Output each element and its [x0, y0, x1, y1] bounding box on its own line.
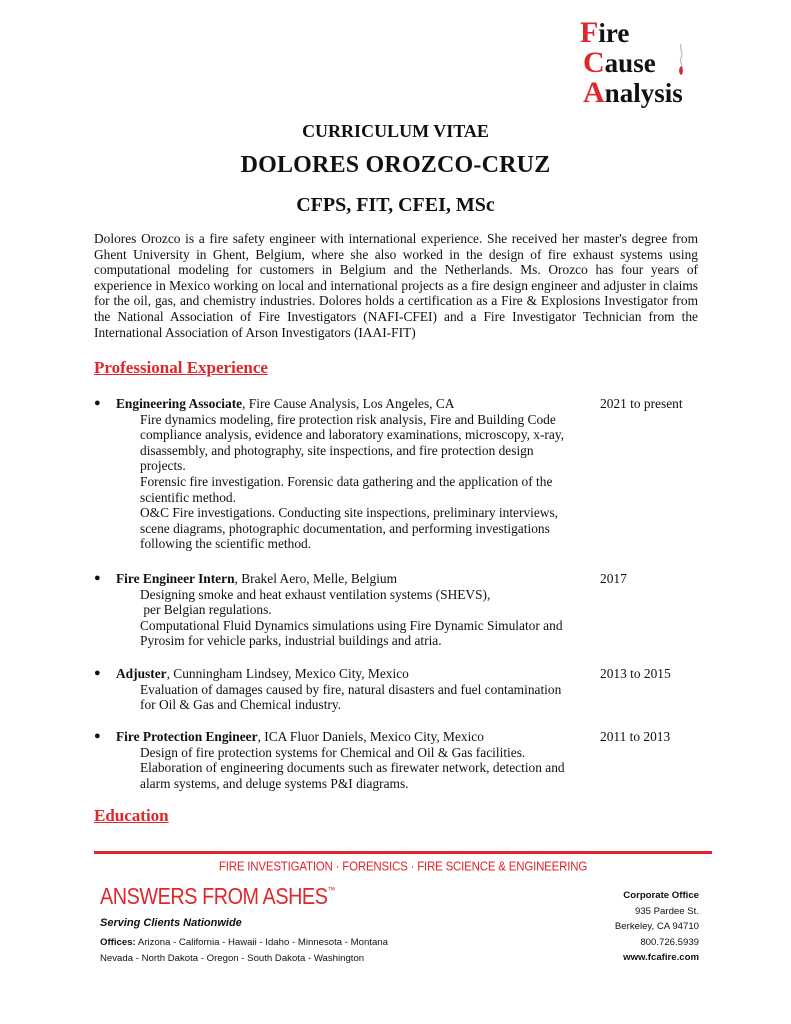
description-line: for Oil & Gas and Chemical industry. — [140, 697, 342, 713]
candidate-name: DOLORES OROZCO-CRUZ — [240, 152, 551, 178]
candidate-credentials: CFPS, FIT, CFEI, MSc — [296, 194, 495, 216]
job-description — [140, 745, 592, 792]
logo-line-analysis — [583, 78, 702, 108]
job-organization: , ICA Fluor Daniels, Mexico City, Mexico — [257, 729, 484, 744]
bullet-icon: ● — [94, 667, 101, 679]
description-line: projects. — [140, 458, 186, 474]
entry-heading — [116, 666, 409, 682]
job-dates: 2017 — [600, 571, 627, 586]
logo-word: ire — [598, 18, 630, 48]
description-line: Design of fire protection systems for Chemical and Oil & Gas facilities. — [140, 744, 526, 760]
serving-text: Serving Clients Nationwide — [100, 917, 242, 929]
document-title: CURRICULUM VITAE — [302, 121, 489, 141]
offices-line: Nevada - North Dakota - Oregon - South Dakota - Washington — [100, 952, 365, 964]
job-title: Fire Protection Engineer — [116, 729, 258, 744]
job-organization: , Cunningham Lindsey, Mexico City, Mexico — [166, 666, 409, 681]
bullet-icon: ● — [94, 730, 101, 742]
job-dates: 2011 to 2013 — [600, 729, 671, 744]
section-heading-education: Education — [94, 806, 169, 825]
footer-divider — [94, 851, 712, 854]
logo-word: ause — [604, 48, 656, 78]
job-dates: 2013 to 2015 — [600, 666, 671, 681]
logo-letter: C — [583, 46, 605, 79]
description-line: Elaboration of engineering documents such as firewater network, detection and — [140, 760, 565, 776]
logo-letter: A — [583, 76, 605, 109]
corporate-phone: 800.726.5939 — [640, 936, 699, 948]
entry-heading — [116, 729, 484, 745]
job-description — [140, 587, 592, 649]
description-line: scene diagrams, photographic documentation, and performing investigations — [140, 520, 550, 536]
flame-icon — [675, 42, 687, 76]
job-description — [140, 682, 592, 713]
job-organization: , Fire Cause Analysis, Los Angeles, CA — [242, 396, 455, 411]
description-line: Fire dynamics modeling, fire protection risk analysis, Fire and Building Code — [140, 411, 556, 427]
company-logo — [580, 18, 702, 110]
description-line: Evaluation of damages caused by fire, natural disasters and fuel contamination — [140, 681, 562, 697]
offices-label: Offices: — [100, 937, 136, 948]
description-line: disassembly, and photography, site inspections, and fire protection design — [140, 442, 534, 458]
job-dates: 2021 to present — [600, 396, 683, 411]
brand-text: ANSWERS FROM ASHES — [100, 883, 328, 909]
job-organization: , Brakel Aero, Melle, Belgium — [234, 571, 398, 586]
job-title: Engineering Associate — [116, 396, 243, 411]
footer-tagline: FIRE INVESTIGATION · FORENSICS · FIRE SCIENCE & ENGINEERING — [218, 860, 588, 874]
section-heading-experience: Professional Experience — [94, 358, 268, 377]
trademark-symbol: ™ — [327, 885, 335, 895]
description-line: scientific method. — [140, 489, 236, 505]
brand-slogan — [100, 883, 335, 910]
description-line: Designing smoke and heat exhaust ventilation systems (SHEVS), — [140, 586, 491, 602]
logo-word: nalysis — [604, 78, 683, 108]
description-line: compliance analysis, evidence and laboratory examinations, microscopy, x-ray, — [140, 427, 565, 443]
job-description — [140, 412, 592, 552]
logo-letter: F — [580, 16, 599, 49]
job-title: Fire Engineer Intern — [116, 571, 235, 586]
job-title: Adjuster — [116, 666, 167, 681]
description-line: per Belgian regulations. — [140, 602, 272, 618]
corporate-website[interactable]: www.fcafire.com — [623, 952, 699, 963]
corporate-street: 935 Pardee St. — [634, 905, 699, 917]
corporate-office-block — [615, 888, 699, 966]
bullet-icon: ● — [94, 397, 101, 409]
description-line: Pyrosim for vehicle parks, industrial buildings and atria. — [140, 633, 442, 649]
offices-line: Arizona - California - Hawaii - Idaho - Minnesota - Montana — [135, 937, 388, 948]
intro-paragraph: Dolores Orozco is a fire safety engineer with international experience. She received her master's degree from Ghent University in Ghent, Belgium, where she also worked in the design of fire exhaust systems using computational modeling for customers in Belgium and the Netherlands. Ms. Orozco has four years of experience in Mexico working on local and international projects as a fire design engineer and adjuster in claims for the oil, gas, and chemistry industries. Dolores holds a certification as a Fire & Explosions Investigator from the National Association of Fire Investigators (NAFI-CFEI) and a Fire Investigator Technician from the International Association of Arson Investigators (IAAI-FIT) — [94, 231, 698, 340]
description-line: following the scientific method. — [140, 536, 312, 552]
description-line: Forensic fire investigation. Forensic data gathering and the application of the — [140, 473, 553, 489]
offices-list — [100, 935, 388, 966]
bullet-icon: ● — [94, 572, 101, 584]
entry-heading — [116, 396, 454, 412]
corporate-office-label: Corporate Office — [623, 890, 699, 901]
corporate-city: Berkeley, CA 94710 — [614, 921, 699, 932]
description-line: O&C Fire investigations. Conducting site inspections, preliminary interviews, — [140, 505, 559, 521]
description-line: Computational Fluid Dynamics simulations using Fire Dynamic Simulator and — [140, 617, 563, 633]
entry-heading — [116, 571, 397, 587]
description-line: alarm systems, and deluge systems P&I diagrams. — [140, 775, 409, 791]
